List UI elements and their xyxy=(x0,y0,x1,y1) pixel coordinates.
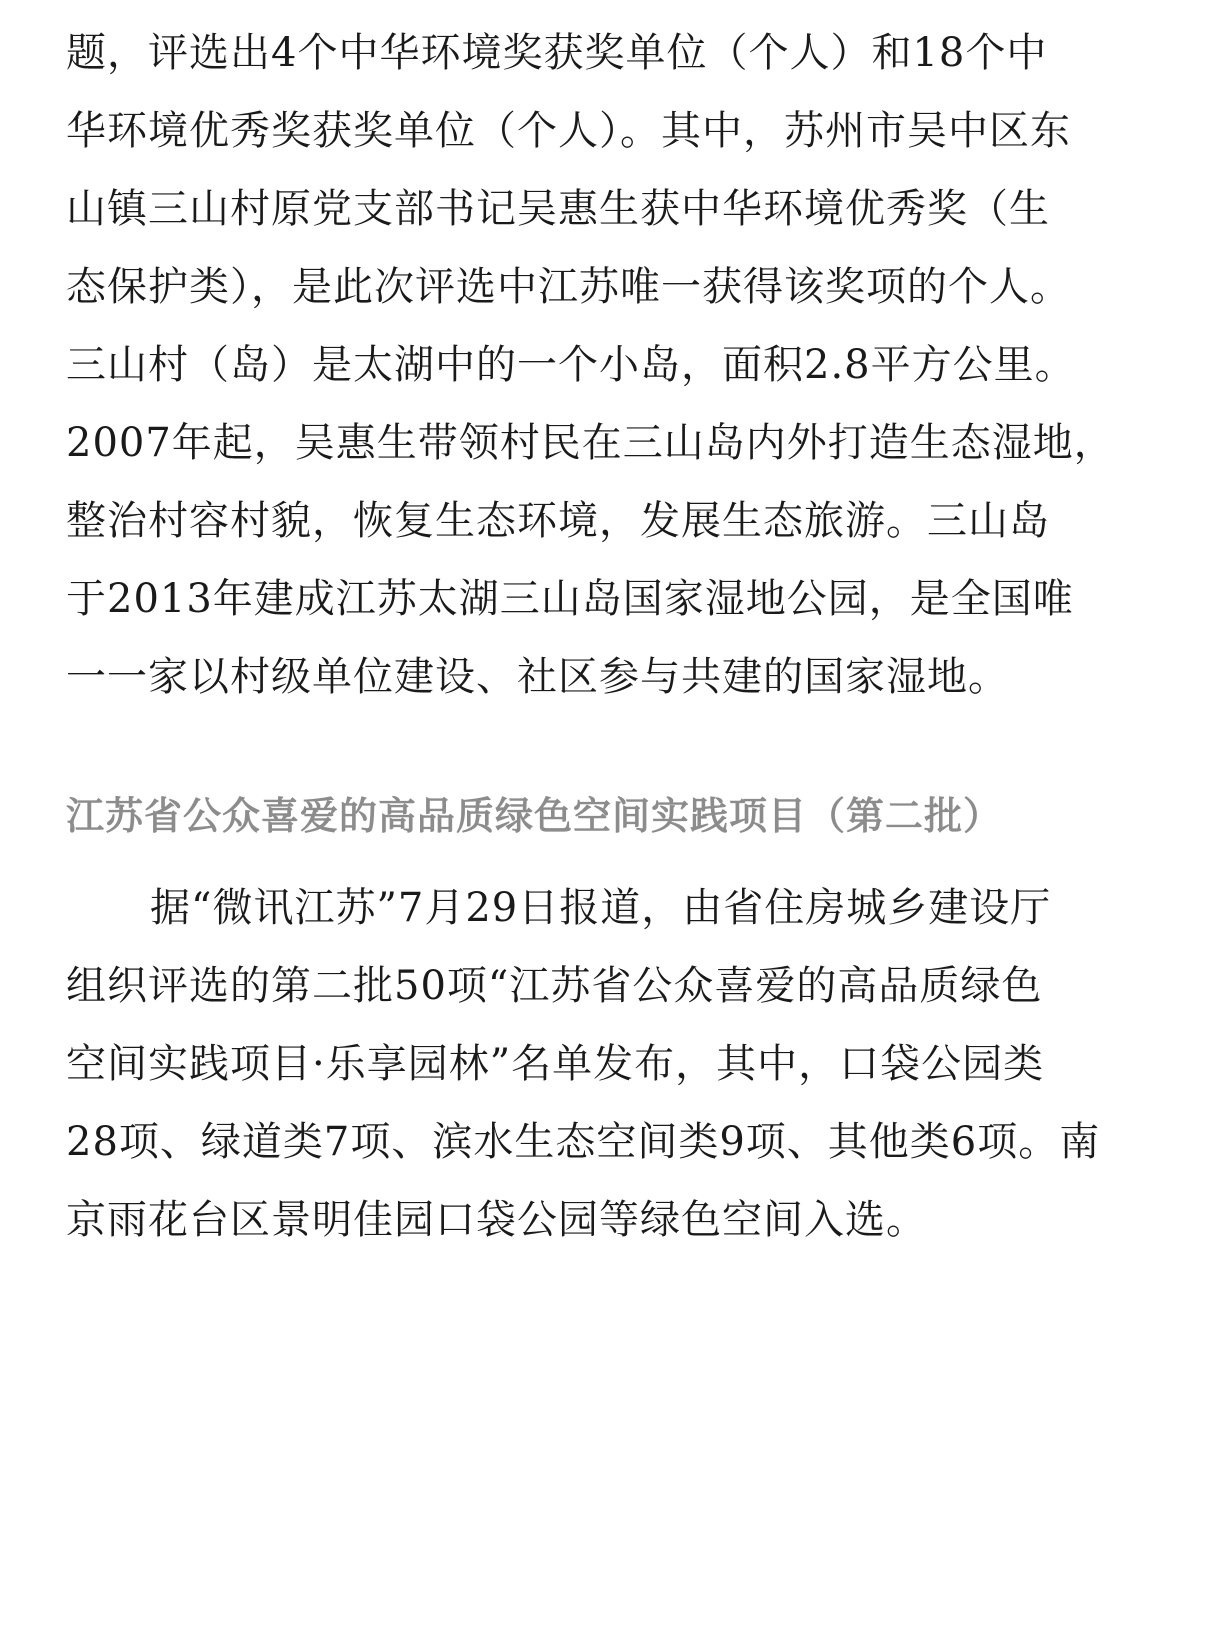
text-line: 空间实践项目·乐享园林”名单发布，其中，口袋公园类 xyxy=(66,1041,1045,1087)
text-line: 组织评选的第二批50项“江苏省公众喜爱的高品质绿色 xyxy=(66,963,1043,1009)
text-line: 据“微讯江苏”7月29日报道，由省住房城乡建设厅 xyxy=(150,885,1052,931)
text-line: 整治村容村貌，恢复生态环境，发展生态旅游。三山岛 xyxy=(66,498,1050,544)
text-line: 山镇三山村原党支部书记吴惠生获中华环境优秀奖（生 xyxy=(66,186,1050,232)
document-page xyxy=(66,14,1162,1259)
text-line: 三山村（岛）是太湖中的一个小岛，面积2.8平方公里。 xyxy=(66,342,1076,388)
text-line: 题，评选出4个中华环境奖获奖单位（个人）和18个中 xyxy=(66,30,1048,76)
text-line: 态保护类），是此次评选中江苏唯一获得该奖项的个人。 xyxy=(66,264,1071,310)
text-line: 28项、绿道类7项、滨水生态空间类9项、其他类6项。南 xyxy=(66,1119,1101,1165)
section-heading: 江苏省公众喜爱的高品质绿色空间实践项目（第二批） xyxy=(66,794,1003,838)
text-line: 华环境优秀奖获奖单位（个人）。其中，苏州市吴中区东 xyxy=(66,108,1071,154)
paragraph-green-space xyxy=(66,869,1162,1259)
text-line: 一一家以村级单位建设、社区参与共建的国家湿地。 xyxy=(66,654,1009,700)
text-line: 2007年起，吴惠生带领村民在三山岛内外打造生态湿地， xyxy=(66,420,1115,466)
text-line: 京雨花台区景明佳园口袋公园等绿色空间入选。 xyxy=(66,1197,927,1243)
paragraph-awards xyxy=(66,14,1162,716)
text-line: 于2013年建成江苏太湖三山岛国家湿地公园，是全国唯 xyxy=(66,576,1074,622)
